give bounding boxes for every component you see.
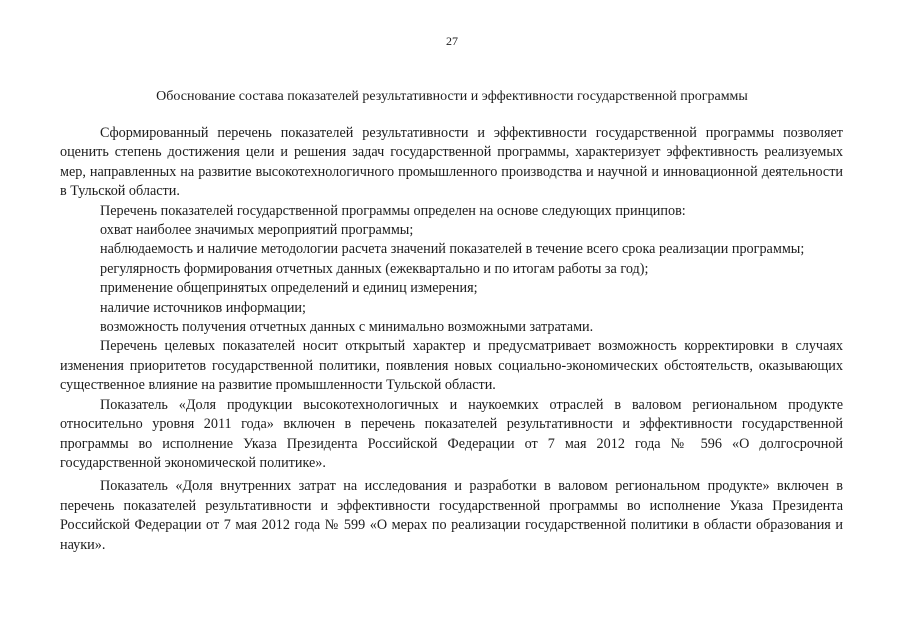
paragraph-principles-intro: Перечень показателей государственной программы определен на основе следующих принципов: [100,202,686,219]
principle-item: применение общепринятых определений и единиц измерения; [100,280,478,297]
principle-item: регулярность формирования отчетных данных (ежеквартально и по итогам работы за год); [100,260,649,277]
paragraph-intro: Сформированный перечень показателей результативности и эффективности государственной программы позволяет оценить степень достижения цели и решения задач государственной программы, характеризует эффективность реализуемых мер, направленных на развитие высокотехнологичного промышленного производства и научной и инновационной деятельности в Тульской области. [60,125,843,200]
document-body [60,124,843,555]
paragraph-open-list: Перечень целевых показателей носит открытый характер и предусматривает возможность корректировки в случаях изменения приоритетов государственной политики, появления новых социально-экономических обстоятельств, оказывающих существенное влияние на развитие промышленности Тульской области. [60,338,843,394]
principle-item: возможность получения отчетных данных с минимально возможными затратами. [100,319,594,336]
paragraph-indicator-rnd: Показатель «Доля внутренних затрат на исследования и разработки в валовом региональном продукте» включен в перечень показателей результативности и эффективности государственной программы во исполнение Указа Президента Российской Федерации от 7 мая 2012 года № 599 «О мерах по реализации государственной политики в области образования и науки». [60,478,843,553]
paragraph-indicator-high-tech: Показатель «Доля продукции высокотехнологичных и наукоемких отраслей в валовом региональном продукте относительно уровня 2011 года» включен в перечень показателей результативности и эффективности государственной программы во исполнение Указа Президента Российской Федерации от 7 мая 2012 года № 596 «О долгосрочной государственной экономической политике». [60,396,843,471]
principle-item: наблюдаемость и наличие методологии расчета значений показателей в течение всего срока реализации программы; [100,241,805,258]
principle-item: наличие источников информации; [100,299,306,316]
principle-item: охват наиболее значимых мероприятий программы; [100,222,414,239]
page-number: 27 [446,34,458,48]
document-title: Обоснование состава показателей результативности и эффективности государственной программы [156,89,748,104]
